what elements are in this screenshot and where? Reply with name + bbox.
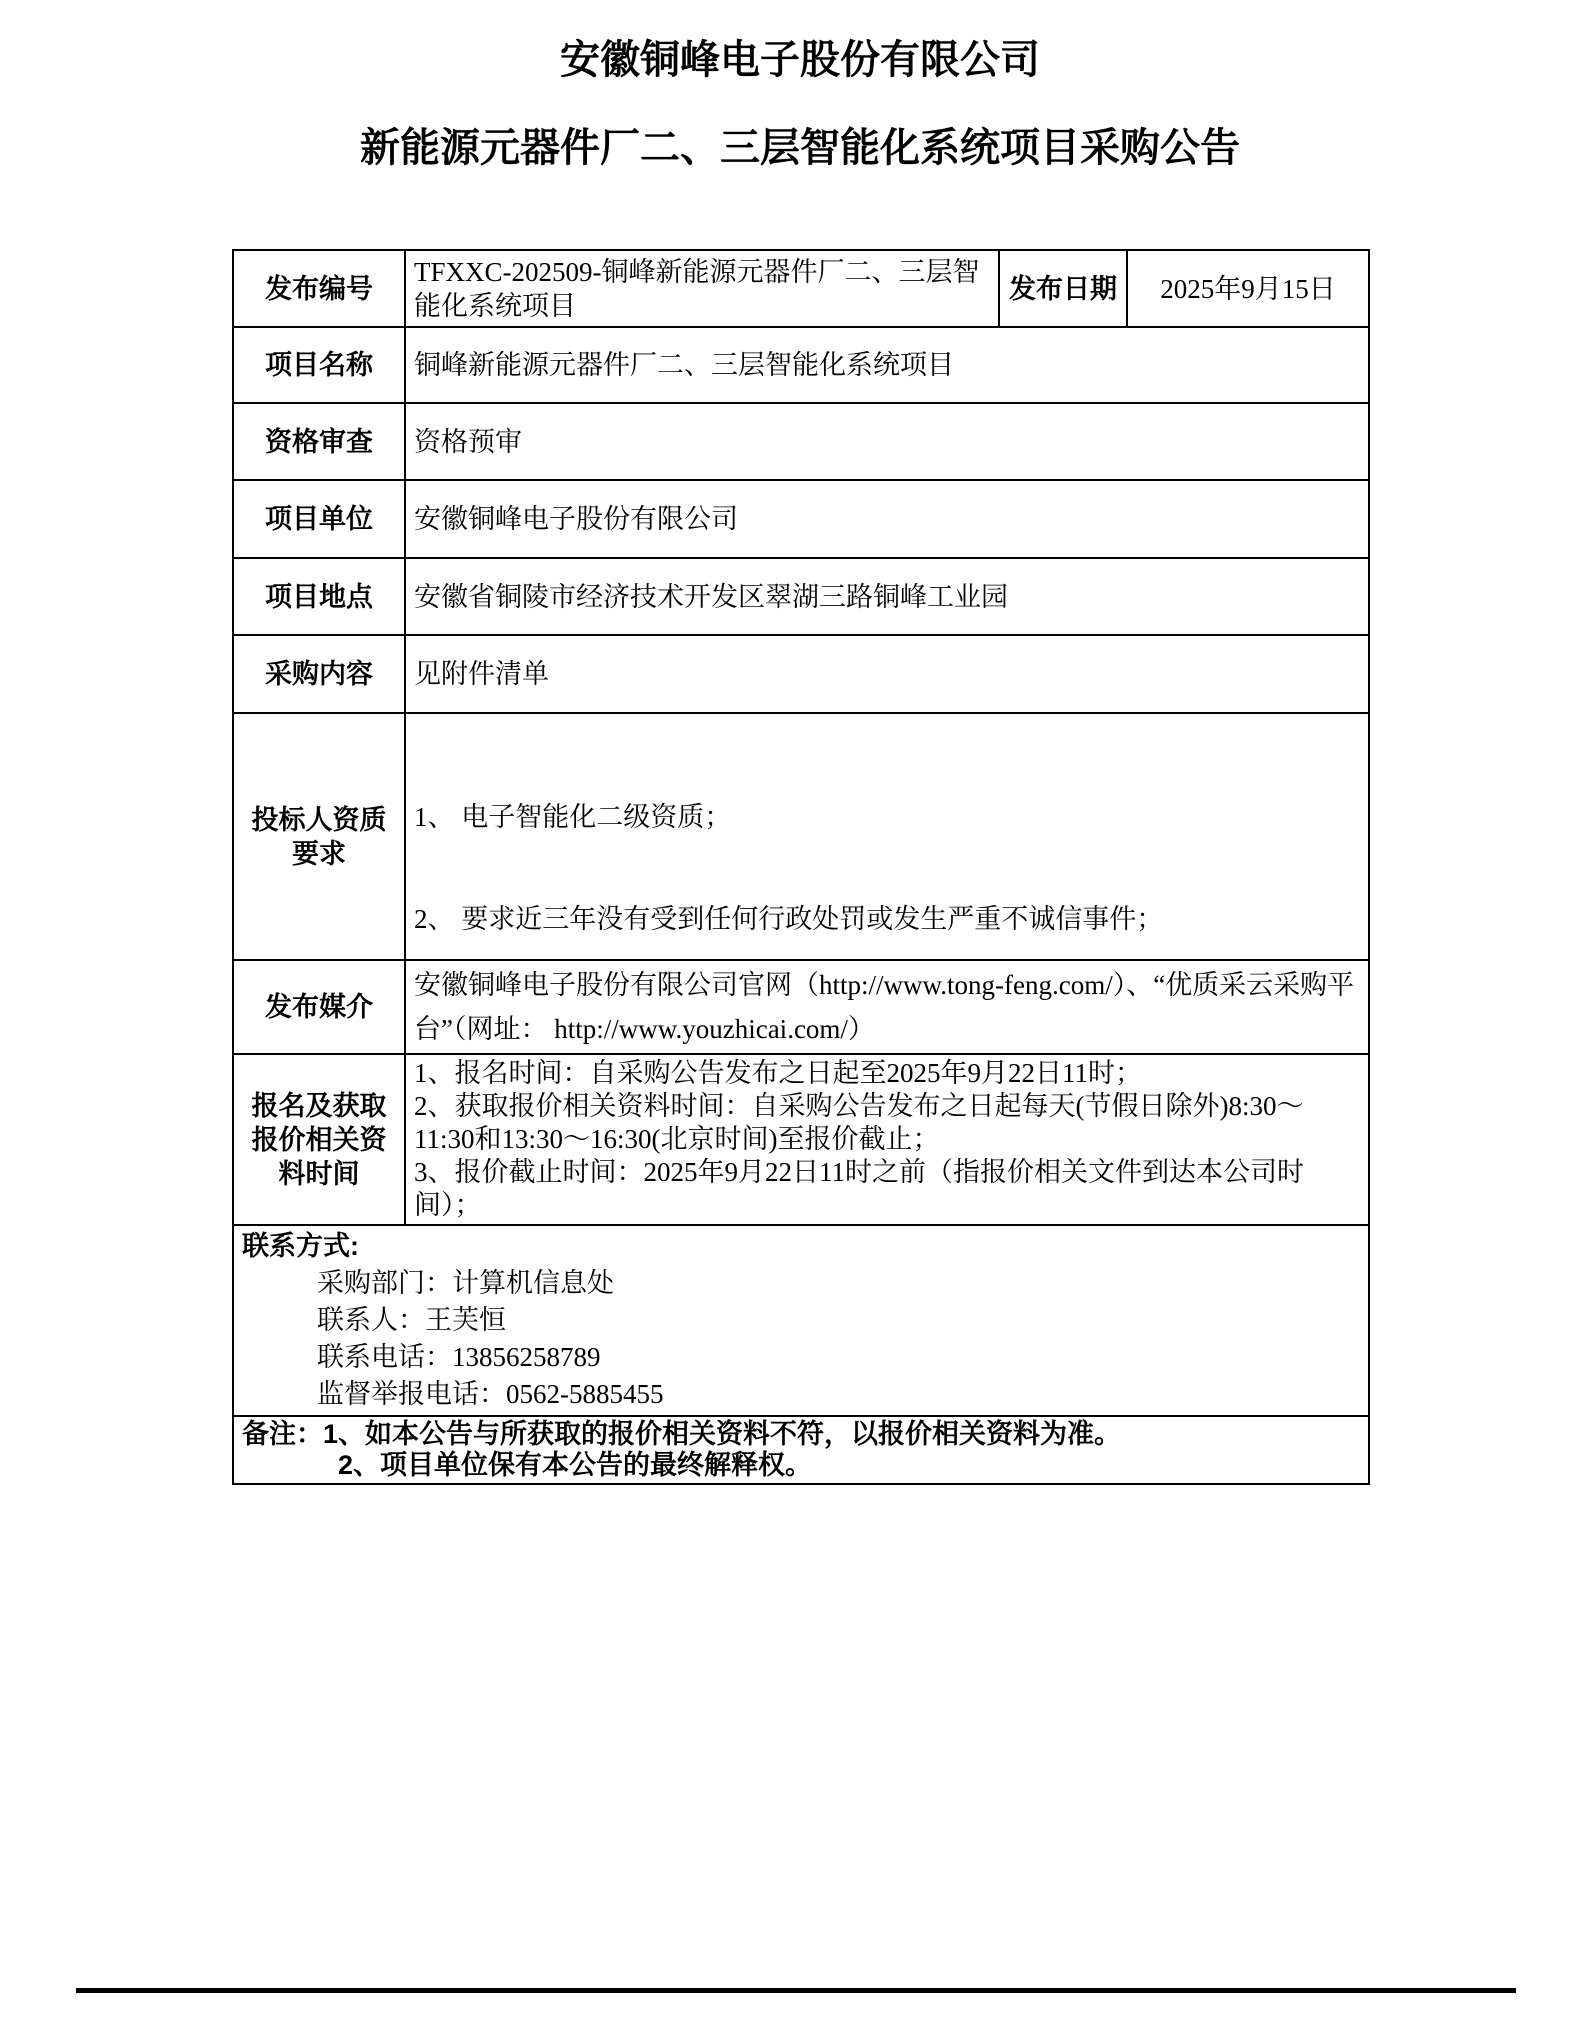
schedule-line-2: 2、获取报价相关资料时间：自采购公告发布之日起每天(节假日除外)8:30～11:30和13:30～16:30(北京时间)至报价截止； bbox=[414, 1091, 1304, 1154]
table-row bbox=[233, 1054, 1369, 1225]
qualification-review-label: 资格审查 bbox=[233, 403, 405, 480]
remark-line-2: 2、项目单位保有本公告的最终解释权。 bbox=[338, 1450, 813, 1480]
project-location-label: 项目地点 bbox=[233, 558, 405, 635]
table-row bbox=[233, 558, 1369, 635]
publish-media-label: 发布媒介 bbox=[233, 960, 405, 1054]
table-row bbox=[233, 1416, 1369, 1484]
qualification-item-1: 1、 电子智能化二级资质； bbox=[414, 801, 732, 832]
contact-heading: 联系方式: bbox=[242, 1231, 359, 1261]
procurement-content-value: 见附件清单 bbox=[405, 635, 1369, 713]
schedule-label: 报名及获取报价相关资料时间 bbox=[233, 1054, 405, 1225]
schedule-line-1: 1、报名时间：自采购公告发布之日起至2025年9月22日11时； bbox=[414, 1058, 1142, 1088]
table-row bbox=[233, 403, 1369, 480]
bidder-qualification-label: 投标人资质要求 bbox=[233, 713, 405, 960]
table-row bbox=[233, 960, 1369, 1054]
page-subtitle: 新能源元器件厂二、三层智能化系统项目采购公告 bbox=[360, 126, 1240, 170]
announcement-table bbox=[232, 249, 1370, 1485]
contact-department: 采购部门：计算机信息处 bbox=[317, 1268, 614, 1298]
remark-section bbox=[233, 1416, 1369, 1484]
publish-number-value: TFXXC-202509-铜峰新能源元器件厂二、三层智能化系统项目 bbox=[405, 250, 999, 327]
procurement-content-label: 采购内容 bbox=[233, 635, 405, 713]
publish-number-label: 发布编号 bbox=[233, 250, 405, 327]
table-row bbox=[233, 713, 1369, 960]
schedule-value bbox=[405, 1054, 1369, 1225]
publish-date-value: 2025年9月15日 bbox=[1127, 250, 1369, 327]
contact-section bbox=[233, 1225, 1369, 1416]
schedule-line-3: 3、报价截止时间：2025年9月22日11时之前（指报价相关文件到达本公司时间）； bbox=[414, 1157, 1304, 1220]
project-location-value: 安徽省铜陵市经济技术开发区翠湖三路铜峰工业园 bbox=[405, 558, 1369, 635]
remark-line-1: 备注：1、如本公告与所获取的报价相关资料不符，以报价相关资料为准。 bbox=[242, 1419, 1122, 1449]
project-unit-label: 项目单位 bbox=[233, 480, 405, 558]
page-title: 安徽铜峰电子股份有限公司 bbox=[560, 38, 1040, 82]
table-row bbox=[233, 635, 1369, 713]
project-name-value: 铜峰新能源元器件厂二、三层智能化系统项目 bbox=[405, 327, 1369, 403]
qualification-review-value: 资格预审 bbox=[405, 403, 1369, 480]
bidder-qualification-value bbox=[405, 713, 1369, 960]
contact-phone: 联系电话：13856258789 bbox=[317, 1342, 601, 1372]
contact-supervision-phone: 监督举报电话：0562-5885455 bbox=[317, 1379, 664, 1409]
table-row bbox=[233, 250, 1369, 327]
footer-divider bbox=[76, 1988, 1516, 1993]
table-row bbox=[233, 480, 1369, 558]
publish-media-value: 安徽铜峰电子股份有限公司官网（http://www.tong-feng.com/）、“优质采云采购平台”（网址： http://www.youzhicai.com/） bbox=[405, 960, 1369, 1054]
table-row bbox=[233, 1225, 1369, 1416]
publish-date-label: 发布日期 bbox=[999, 250, 1127, 327]
qualification-item-2: 2、 要求近三年没有受到任何行政处罚或发生严重不诚信事件； bbox=[414, 903, 1164, 934]
table-row bbox=[233, 327, 1369, 403]
project-unit-value: 安徽铜峰电子股份有限公司 bbox=[405, 480, 1369, 558]
contact-person: 联系人：王芙恒 bbox=[317, 1305, 506, 1335]
project-name-label: 项目名称 bbox=[233, 327, 405, 403]
